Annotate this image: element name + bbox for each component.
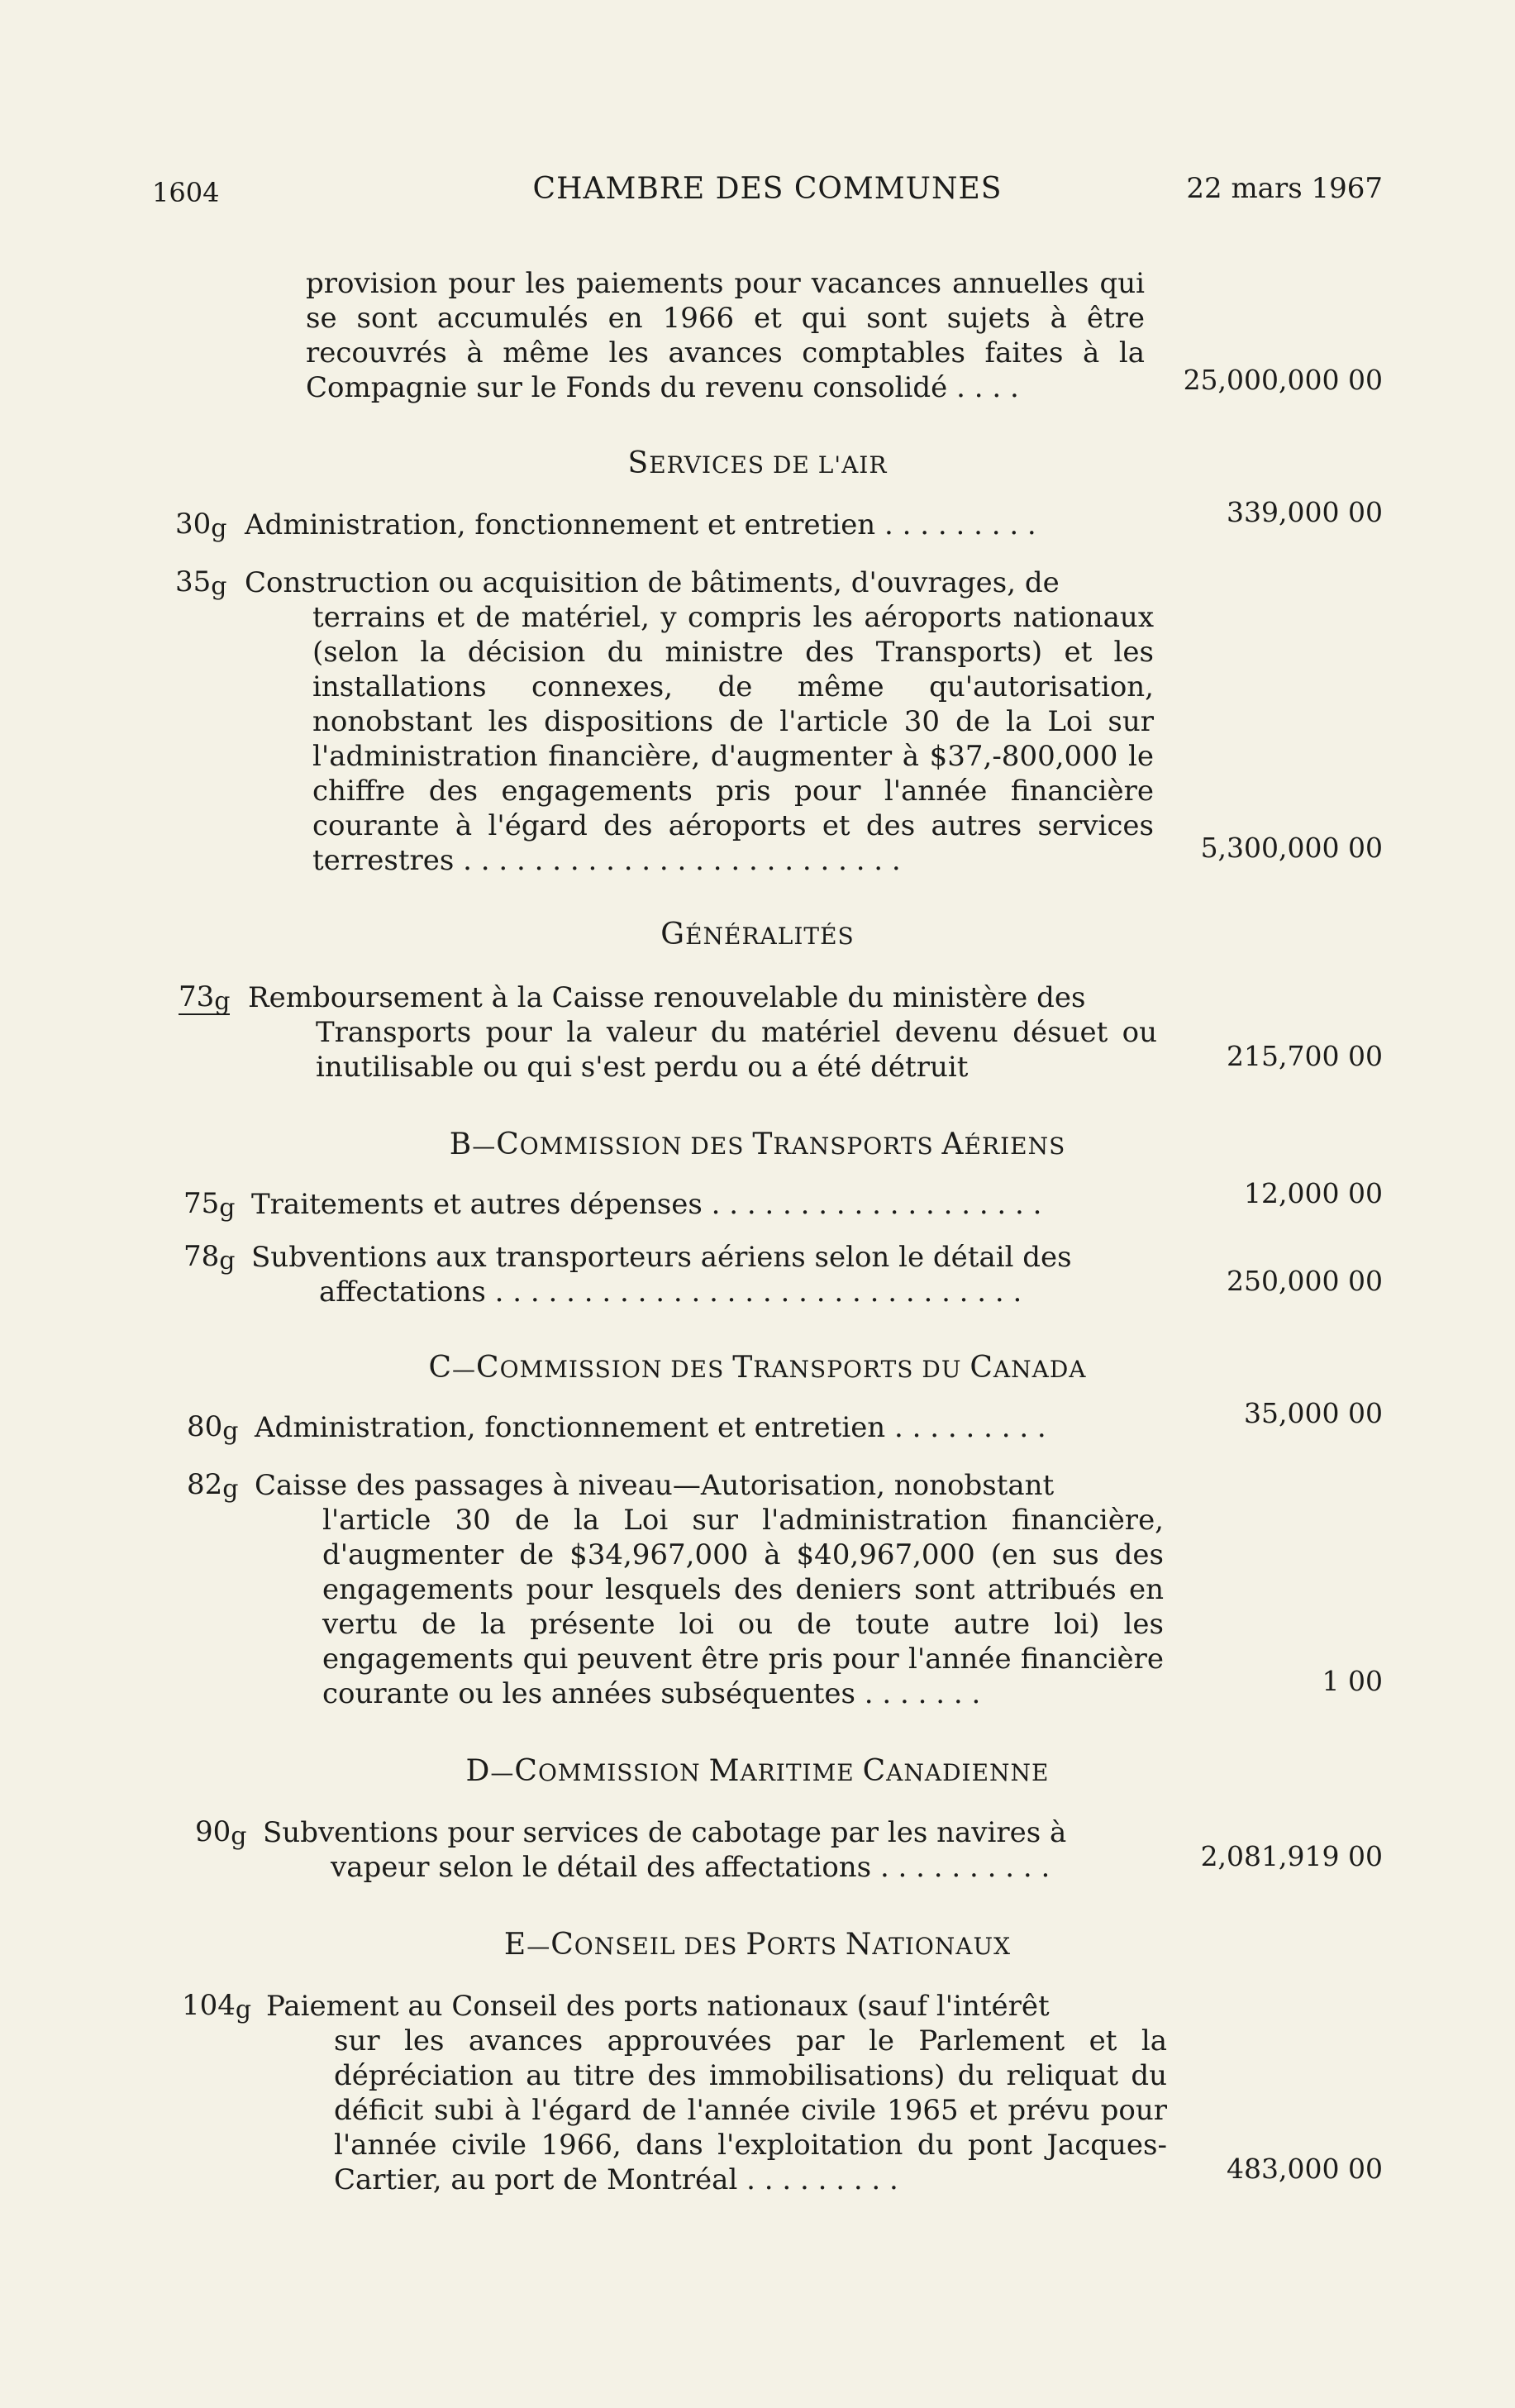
vote-text-first: Administration, fonctionnement et entretien . . . . . . . . . [255,1411,1046,1444]
page-date: 22 mars 1967 [1186,172,1383,205]
section-heading-text: B—COMMISSION DES TRANSPORTS AÉRIENS [449,1128,1066,1161]
vote-text-rest: affectations . . . . . . . . . . . . . . . . . . . . . . . . . . . . . . [319,1276,1022,1309]
vote-number [187,1468,239,1504]
vote-number-suffix: g [235,1996,252,2024]
intro-text: provision pour les paiements pour vacances annuelles qui se sont accumulés en 1966 et qui sont sujets à être recouvrés à même les avances comptables faites à la Compagnie sur le Fonds du revenu consolidé . . . . [306,267,1145,404]
vote-number-digits: 73 [179,980,215,1013]
vote-text [248,980,1157,1085]
vote-number [195,1815,247,1851]
vote-number [187,1410,239,1446]
vote-number [183,1187,236,1223]
vote-73-amount: 215,700 00 [1227,1040,1383,1072]
vote-number-suffix: g [219,1247,236,1276]
vote-number-suffix: g [211,514,227,543]
vote-text-first: Caisse des passages à niveau—Autorisation, nonobstant [255,1469,1055,1502]
vote-number-suffix: g [222,1475,239,1504]
vote-number-suffix: g [231,1822,247,1851]
section-heading-d [0,1754,1515,1788]
vote-text [251,1240,1160,1309]
vote-text-first: Construction ou acquisition de bâtiments, d'ouvrages, de [245,566,1060,599]
vote-text [263,1815,1164,1885]
page-header [152,172,1383,213]
vote-text-first: Remboursement à la Caisse renouvelable du ministère des [248,981,1086,1014]
vote-text [245,508,1162,542]
vote-text [255,1410,1164,1445]
vote-number-digits: 82 [187,1468,223,1501]
vote-text [251,1187,1160,1222]
vote-number-digits: 78 [183,1240,220,1273]
vote-number-suffix: g [219,1194,236,1223]
vote-number [175,565,227,601]
vote-number [182,1989,251,2022]
section-heading-text: E—CONSEIL DES PORTS NATIONAUX [503,1928,1012,1962]
page-title: CHAMBRE DES COMMUNES [532,172,1003,206]
section-heading-text: C—COMMISSION DES TRANSPORTS DU CANADA [428,1351,1087,1385]
vote-82-amount: 1 00 [1322,1665,1383,1697]
vote-text-rest: sur les avances approuvées par le Parlement et la dépréciation au titre des immobilisations) du reliquat du déficit subi à l'égard de l'année civile 1965 et prévu pour l'année civile 1966, dans l'exploitation du pont Jacques-Cartier, au port de Montréal . . . . . . . . . [334,2024,1167,2196]
section-heading-generalites [0,918,1515,951]
vote-104-amount: 483,000 00 [1227,2153,1383,2185]
vote-78-amount: 250,000 00 [1227,1265,1383,1297]
vote-number-suffix: g [222,1417,239,1446]
section-heading-services-air [0,446,1515,480]
section-heading-c [0,1351,1515,1385]
vote-text-rest: l'article 30 de la Loi sur l'administration financière, d'augmenter de $34,967,000 à $40,967,000 (en sus des engagements pour lesquels des deniers sont attribués en vertu de la présente loi ou de toute autre loi) les engagements qui peuvent être pris pour l'année financière courante ou les années subséquentes . . . . . . . [322,1504,1164,1710]
vote-text-first: Administration, fonctionnement et entretien . . . . . . . . . [245,508,1036,541]
vote-30-amount: 339,000 00 [1227,496,1383,528]
vote-35-amount: 5,300,000 00 [1200,832,1383,864]
vote-text-rest: vapeur selon le détail des affectations . . . . . . . . . . [331,1851,1050,1884]
vote-text-first: Subventions aux transporteurs aériens selon le détail des [251,1241,1072,1274]
section-heading-text: GÉNÉRALITÉS [660,918,855,951]
vote-number-digits: 75 [183,1187,220,1220]
section-heading-text: D—COMMISSION MARITIME CANADIENNE [465,1754,1050,1788]
page-number: 1604 [152,177,220,208]
vote-number-suffix: g [214,987,231,1016]
vote-text-rest: terrains et de matériel, y compris les aéroports nationaux (selon la décision du ministre des Transports) et les installations connexes, de même qu'autorisation, nonobstant les dispositions de l'article 30 de la Loi sur l'administration financière, d'augmenter à $37,-800,000 le chiffre des engagements pris pour l'année financière courante à l'égard des aéroports et des autres services terrestres . . . . . . . . . . . . . . . . . . . . . . . . . [312,601,1154,877]
vote-number [179,980,230,1015]
vote-number-digits: 35 [175,565,212,598]
vote-number-digits: 30 [175,508,212,541]
vote-text [255,1468,1164,1711]
section-heading-e [0,1928,1515,1962]
vote-80-amount: 35,000 00 [1244,1397,1383,1429]
vote-number-digits: 90 [195,1815,231,1848]
vote-number [183,1240,236,1276]
vote-text-first: Traitements et autres dépenses . . . . . . . . . . . . . . . . . . . [251,1188,1042,1221]
vote-number-digits: 104 [182,1989,236,2022]
section-heading-b [0,1128,1515,1161]
vote-number-suffix: g [211,572,227,601]
section-heading-text: SERVICES DE L'AIR [627,446,888,480]
vote-text-first: Paiement au Conseil des ports nationaux (sauf l'intérêt [266,1990,1050,2023]
vote-75-amount: 12,000 00 [1244,1177,1383,1209]
vote-text-first: Subventions pour services de cabotage par les navires à [263,1816,1067,1849]
vote-90-amount: 2,081,919 00 [1200,1840,1383,1872]
vote-text [266,1989,1167,2197]
vote-number-digits: 80 [187,1410,223,1443]
intro-amount: 25,000,000 00 [1183,364,1383,396]
vote-number [175,508,226,541]
vote-text-rest: Transports pour la valeur du matériel devenu désuet ou inutilisable ou qui s'est perdu ou a été détruit [316,1016,1157,1084]
vote-text [245,565,1154,878]
